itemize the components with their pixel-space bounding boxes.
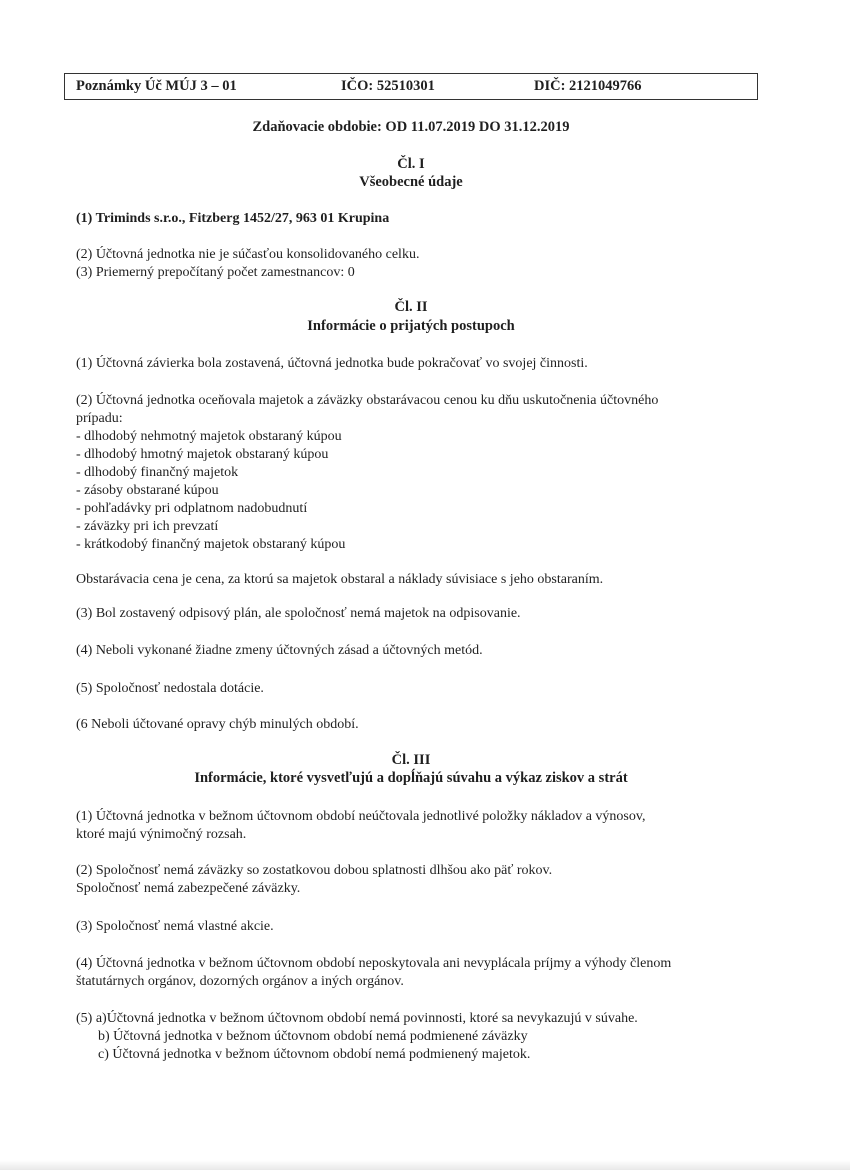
art3-number: Čl. III <box>391 752 431 768</box>
list-item: - pohľadávky pri odplatnom nadobudnutí <box>76 501 308 516</box>
art3-item-4-line2: štatutárnych orgánov, dozorných orgánov a iných orgánov. <box>76 974 404 989</box>
art3-title: Informácie, ktoré vysvetľujú a dopĺňajú súvahu a výkaz ziskov a strát <box>194 770 628 786</box>
art3-item-5a: (5) a)Účtovná jednotka v bežnom účtovnom období nemá povinnosti, ktoré sa nevykazujú v súvahe. <box>76 1011 638 1026</box>
art3-item-5c: c) Účtovná jednotka v bežnom účtovnom období nemá podmienený majetok. <box>98 1047 531 1062</box>
art3-item-5b: b) Účtovná jednotka v bežnom účtovnom období nemá podmienené záväzky <box>98 1029 528 1044</box>
art3-item-4-line1: (4) Účtovná jednotka v bežnom účtovnom období neposkytovala ani nevyplácala príjmy a výhody členom <box>76 956 672 971</box>
scan-edge <box>0 1160 850 1170</box>
header-box <box>64 73 758 100</box>
art1-item-3: (3) Priemerný prepočítaný počet zamestnancov: 0 <box>76 265 355 280</box>
art3-item-2-line1: (2) Spoločnosť nemá záväzky so zostatkovou dobou splatnosti dlhšou ako päť rokov. <box>76 863 553 878</box>
list-item: - dlhodobý nehmotný majetok obstaraný kúpou <box>76 429 342 444</box>
art2-item-5: (5) Spoločnosť nedostala dotácie. <box>76 681 264 696</box>
art2-item-6: (6 Neboli účtované opravy chýb minulých období. <box>76 717 359 732</box>
art2-title: Informácie o prijatých postupoch <box>307 318 515 334</box>
list-item: - dlhodobý hmotný majetok obstaraný kúpou <box>76 447 329 462</box>
list-item: - zásoby obstarané kúpou <box>76 483 219 498</box>
art3-item-2-line2: Spoločnosť nemá zabezpečené záväzky. <box>76 881 301 896</box>
art2-number: Čl. II <box>394 299 428 315</box>
art2-item-1: (1) Účtovná závierka bola zostavená, účtovná jednotka bude pokračovať vo svojej činnosti. <box>76 356 588 371</box>
art3-item-1-line1: (1) Účtovná jednotka v bežnom účtovnom období neúčtovala jednotlivé položky nákladov a výnosov, <box>76 809 646 824</box>
art2-item-2-line2: prípadu: <box>76 411 123 426</box>
list-item: - dlhodobý finančný majetok <box>76 465 239 480</box>
art2-item-4: (4) Neboli vykonané žiadne zmeny účtovných zásad a účtovných metód. <box>76 643 483 658</box>
art1-item-2: (2) Účtovná jednotka nie je súčasťou konsolidovaného celku. <box>76 247 420 262</box>
art3-item-1-line2: ktoré majú výnimočný rozsah. <box>76 827 247 842</box>
ico-label: IČO: 52510301 <box>341 78 435 94</box>
company-identity: (1) Triminds s.r.o., Fitzberg 1452/27, 963 01 Krupina <box>76 211 390 226</box>
dic-label: DIČ: 2121049766 <box>534 78 642 94</box>
art2-item-2-line1: (2) Účtovná jednotka oceňovala majetok a záväzky obstarávacou cenou ku dňu uskutočnenia účtovného <box>76 393 659 408</box>
cost-definition: Obstarávacia cena je cena, za ktorú sa majetok obstaral a náklady súvisiace s jeho obstaraním. <box>76 572 604 587</box>
list-item: - krátkodobý finančný majetok obstaraný kúpou <box>76 537 346 552</box>
list-item: - záväzky pri ich prevzatí <box>76 519 219 534</box>
art1-title: Všeobecné údaje <box>359 174 463 190</box>
art2-item-3: (3) Bol zostavený odpisový plán, ale spoločnosť nemá majetok na odpisovanie. <box>76 606 521 621</box>
art3-item-3: (3) Spoločnosť nemá vlastné akcie. <box>76 919 274 934</box>
tax-period: Zdaňovacie obdobie: OD 11.07.2019 DO 31.12.2019 <box>252 119 570 135</box>
notes-label: Poznámky Úč MÚJ 3 – 01 <box>76 78 237 94</box>
art1-number: Čl. I <box>397 156 425 172</box>
